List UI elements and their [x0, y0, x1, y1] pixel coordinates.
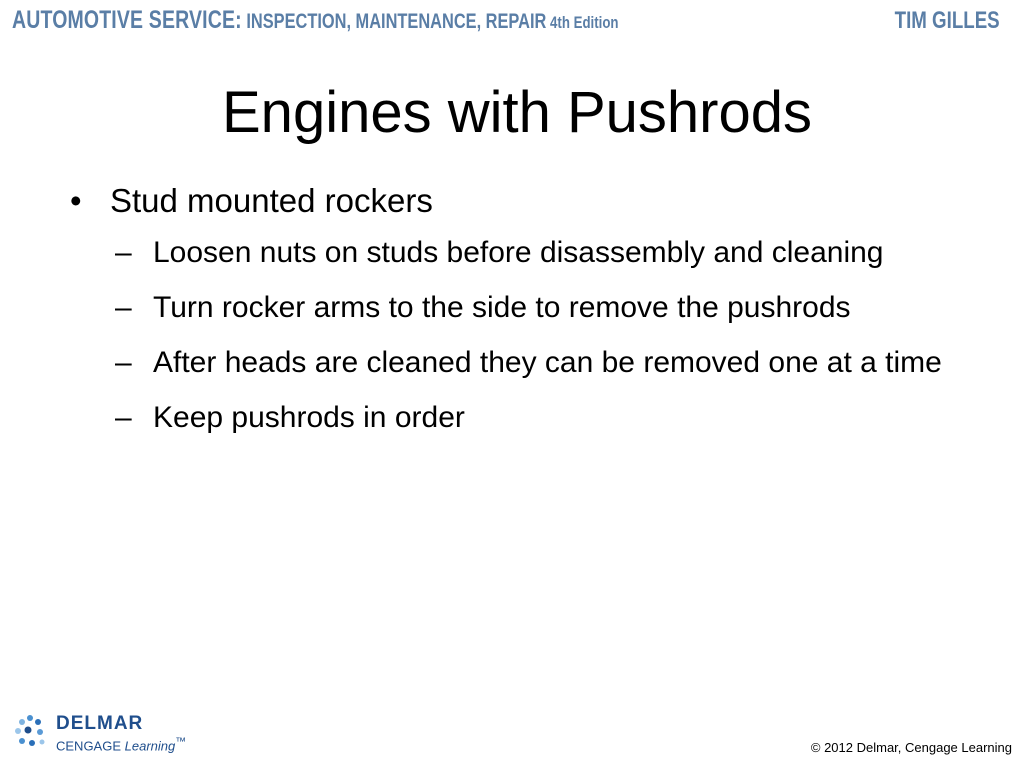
- bullet-marker: •: [70, 182, 82, 219]
- header-bar: [0, 0, 1024, 40]
- dash-marker: –: [115, 236, 132, 269]
- delmar-cengage-logo: [14, 712, 204, 754]
- logo-sub-learning: Learning: [124, 738, 176, 754]
- logo-wordmark: DELMAR: [56, 713, 144, 734]
- slide-content: [70, 176, 950, 451]
- sub-bullet-list: [115, 231, 950, 439]
- copyright-notice: © 2012 Delmar, Cengage Learning: [810, 740, 1012, 755]
- bullet-text: Stud mounted rockers: [110, 182, 433, 219]
- sub-bullet-heads-cleaned: [115, 341, 950, 384]
- slide-title: Engines with Pushrods: [222, 80, 812, 145]
- sub-bullet-text: Keep pushrods in order: [153, 401, 465, 434]
- dash-marker: –: [115, 401, 132, 434]
- book-title-subtitle: INSPECTION, MAINTENANCE, REPAIR: [241, 10, 547, 33]
- dash-marker: –: [115, 291, 132, 324]
- book-edition: 4th Edition: [546, 13, 619, 32]
- sub-bullet-keep-pushrods: [115, 396, 950, 439]
- sub-bullet-loosen-nuts: [115, 231, 950, 274]
- book-title-main: AUTOMOTIVE SERVICE:: [12, 6, 242, 34]
- delmar-cengage-logo-icon: [14, 714, 48, 750]
- book-title: [12, 6, 619, 35]
- logo-sub-cengage: CENGAGE: [56, 738, 125, 754]
- logo-subtitle: [56, 735, 186, 753]
- dash-marker: –: [115, 346, 132, 379]
- author-name: TIM GILLES: [894, 7, 1000, 34]
- sub-bullet-turn-rocker-arms: [115, 286, 950, 329]
- sub-bullet-text: Turn rocker arms to the side to remove the pushrods: [153, 291, 851, 324]
- sub-bullet-text: Loosen nuts on studs before disassembly and cleaning: [153, 236, 884, 269]
- bullet-stud-mounted-rockers: [70, 176, 950, 226]
- logo-trademark: ™: [175, 736, 187, 748]
- sub-bullet-text: After heads are cleaned they can be removed one at a time: [153, 346, 942, 379]
